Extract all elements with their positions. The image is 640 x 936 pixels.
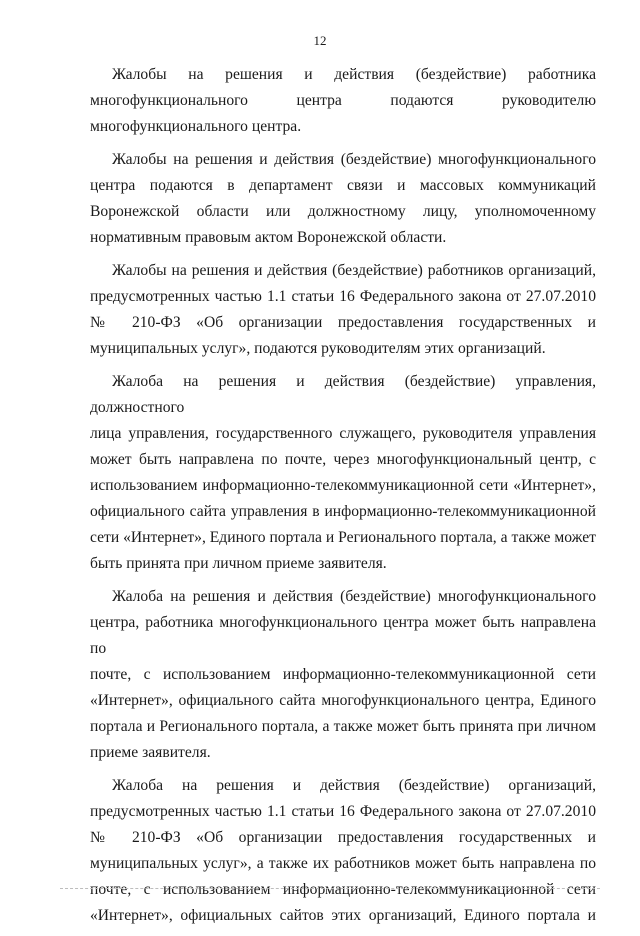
text-line: Жалоба на решения и действия (бездействие) организаций, bbox=[112, 777, 596, 794]
text-line: приеме заявителя. bbox=[90, 744, 211, 761]
text-line: многофункционального центра подаются руководителю bbox=[90, 92, 596, 109]
paragraph bbox=[90, 773, 596, 929]
text-line: «Интернет», официальных сайтов этих организаций, Единого портала и bbox=[90, 907, 596, 924]
text-line: Жалобы на решения и действия (бездействие) работника bbox=[112, 66, 596, 83]
paragraph bbox=[90, 62, 596, 140]
text-line: Жалоба на решения и действия (бездействие) многофункционального bbox=[112, 588, 596, 605]
paragraph bbox=[90, 584, 596, 766]
text-line: лица управления, государственного служащего, руководителя управления bbox=[90, 425, 596, 442]
text-line: почте, с использованием информационно-телекоммуникационной сети bbox=[90, 666, 596, 683]
text-line: муниципальных услуг», подаются руководителям этих организаций. bbox=[90, 340, 546, 357]
text-line: Жалобы на решения и действия (бездействие) работников организаций, bbox=[112, 262, 596, 279]
page-number: 12 bbox=[313, 33, 327, 48]
text-line: быть принята при личном приеме заявителя. bbox=[90, 555, 387, 572]
paragraph bbox=[90, 258, 596, 362]
text-line: почте, с использованием информационно-телекоммуникационной сети bbox=[90, 881, 596, 898]
text-line: «Интернет», официального сайта многофункционального центра, Единого bbox=[90, 692, 596, 709]
text-line: № 210-ФЗ «Об организации предоставления государственных и bbox=[90, 314, 596, 331]
page-bottom-edge bbox=[60, 888, 600, 889]
text-line: центра подаются в департамент связи и массовых коммуникаций bbox=[90, 177, 596, 194]
text-line: Жалоба на решения и действия (бездействие) управления, должностного bbox=[90, 373, 596, 416]
text-line: может быть направлена по почте, через многофункциональный центр, с bbox=[90, 451, 596, 468]
text-line: нормативным правовым актом Воронежской области. bbox=[90, 229, 447, 246]
document-body bbox=[90, 62, 596, 936]
paragraph bbox=[90, 369, 596, 577]
text-line: использованием информационно-телекоммуникационной сети «Интернет», bbox=[90, 477, 596, 494]
paragraph bbox=[90, 147, 596, 251]
text-line: сети «Интернет», Единого портала и Регионального портала, а также может bbox=[90, 529, 596, 546]
text-line: Жалобы на решения и действия (бездействие) многофункционального bbox=[112, 151, 596, 168]
text-line: официального сайта управления в информационно-телекоммуникационной bbox=[90, 503, 596, 520]
text-line: Воронежской области или должностному лицу, уполномоченному bbox=[90, 203, 596, 220]
text-line: многофункционального центра. bbox=[90, 118, 302, 135]
text-line: муниципальных услуг», а также их работников может быть направлена по bbox=[90, 855, 596, 872]
text-line: портала и Регионального портала, а также может быть принята при личном bbox=[90, 718, 596, 735]
text-line: № 210-ФЗ «Об организации предоставления государственных и bbox=[90, 829, 596, 846]
text-line: предусмотренных частью 1.1 статьи 16 Федерального закона от 27.07.2010 bbox=[90, 803, 596, 820]
text-line: предусмотренных частью 1.1 статьи 16 Федерального закона от 27.07.2010 bbox=[90, 288, 596, 305]
text-line: центра, работника многофункционального центра может быть направлена по bbox=[90, 614, 596, 657]
